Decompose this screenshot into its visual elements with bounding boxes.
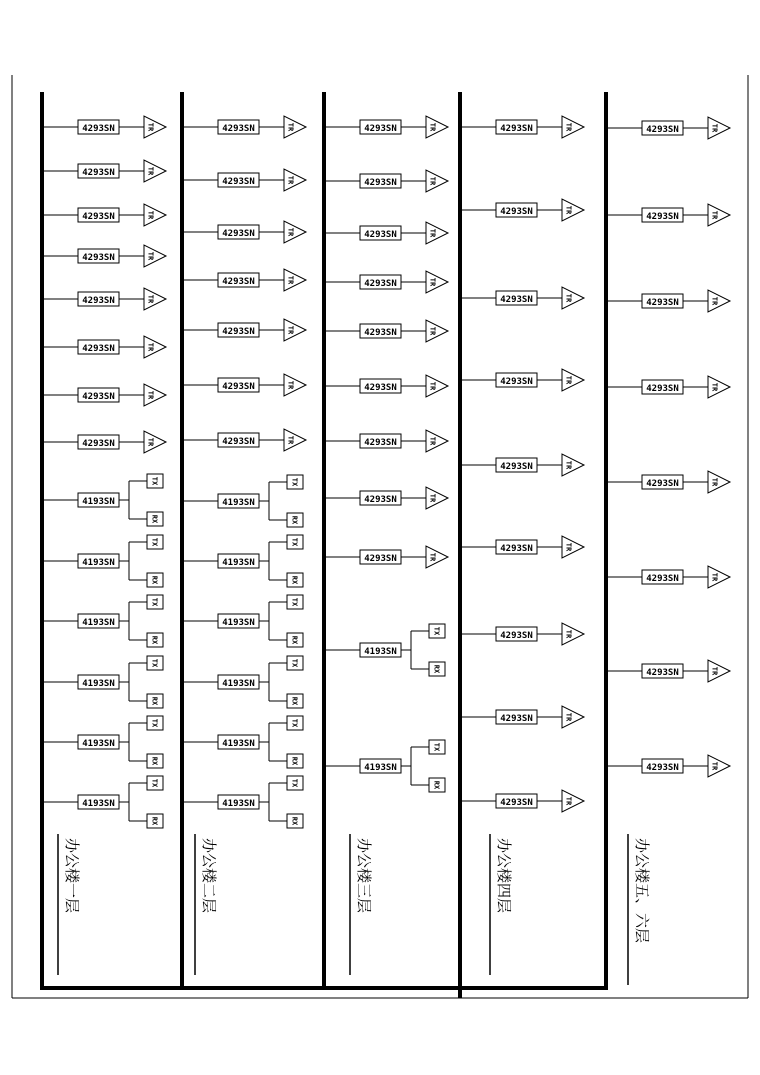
module-label: 4293SN	[82, 253, 115, 263]
module-label: 4293SN	[364, 438, 397, 448]
module-label: 4293SN	[500, 124, 533, 134]
rx-port-label: RX	[290, 515, 299, 525]
tr-port-label: TR	[428, 326, 437, 336]
tr-port-label: TR	[710, 210, 719, 220]
tr-unit	[606, 204, 730, 226]
tr-unit	[606, 660, 730, 682]
module-label: 4293SN	[82, 296, 115, 306]
module-label: 4293SN	[500, 295, 533, 305]
tr-port-label: TR	[146, 251, 155, 261]
module-label: 4193SN	[82, 558, 115, 568]
floor-3-units	[324, 116, 448, 792]
module-label: 4293SN	[222, 437, 255, 447]
tr-unit	[42, 160, 166, 182]
tx-port-label: TX	[290, 537, 299, 547]
floor-label-group	[58, 834, 651, 985]
tr-unit	[460, 790, 584, 812]
tx-port-label: TX	[150, 597, 159, 607]
tx-port-label: TX	[290, 477, 299, 487]
tr-unit	[324, 222, 448, 244]
rx-port-label: RX	[290, 696, 299, 706]
tx-port-label: TX	[150, 537, 159, 547]
tr-port-label: TR	[428, 552, 437, 562]
tx-port-label: TX	[150, 718, 159, 728]
tr-port-label: TR	[428, 122, 437, 132]
module-label: 4293SN	[646, 298, 679, 308]
module-label: 4293SN	[364, 495, 397, 505]
tr-port-label: TR	[428, 493, 437, 503]
floor-label: 办公楼二层	[200, 838, 218, 914]
tr-port-label: TR	[146, 166, 155, 176]
tr-unit	[182, 374, 306, 396]
tr-unit	[324, 546, 448, 568]
trx-unit	[42, 776, 163, 828]
module-label: 4293SN	[646, 763, 679, 773]
tr-port-label: TR	[564, 712, 573, 722]
floor-5-units	[606, 117, 730, 777]
module-label: 4193SN	[222, 558, 255, 568]
rx-port-label: RX	[150, 696, 159, 706]
rx-port-label: RX	[290, 756, 299, 766]
module-label: 4193SN	[82, 618, 115, 628]
module-label: 4293SN	[646, 212, 679, 222]
trx-unit	[42, 595, 163, 647]
tr-port-label: TR	[286, 122, 295, 132]
tr-port-label: TR	[428, 381, 437, 391]
tr-unit	[460, 369, 584, 391]
trx-unit	[42, 716, 163, 768]
module-label: 4293SN	[500, 544, 533, 554]
module-label: 4293SN	[500, 377, 533, 387]
floor-label: 办公楼四层	[495, 838, 513, 914]
tr-port-label: TR	[286, 275, 295, 285]
rx-port-label: RX	[432, 664, 441, 674]
trx-unit	[182, 535, 303, 587]
tr-port-label: TR	[710, 296, 719, 306]
trx-unit	[182, 595, 303, 647]
tr-unit	[460, 116, 584, 138]
tr-port-label: TR	[428, 176, 437, 186]
module-label: 4293SN	[500, 714, 533, 724]
module-label: 4293SN	[82, 212, 115, 222]
module-label: 4293SN	[364, 124, 397, 134]
tx-port-label: TX	[150, 476, 159, 486]
module-label: 4293SN	[222, 229, 255, 239]
module-label: 4293SN	[222, 277, 255, 287]
tr-port-label: TR	[146, 210, 155, 220]
tr-unit	[182, 319, 306, 341]
tr-port-label: TR	[286, 435, 295, 445]
module-label: 4293SN	[222, 177, 255, 187]
tx-port-label: TX	[150, 658, 159, 668]
tr-unit	[606, 566, 730, 588]
trx-unit	[42, 656, 163, 708]
module-label: 4293SN	[646, 384, 679, 394]
tr-unit	[606, 755, 730, 777]
module-label: 4293SN	[82, 168, 115, 178]
trx-unit	[182, 656, 303, 708]
tr-unit	[42, 336, 166, 358]
module-label: 4293SN	[646, 479, 679, 489]
floor-label: 办公楼五、六层	[633, 838, 651, 944]
tr-unit	[460, 199, 584, 221]
unit-group	[42, 116, 730, 828]
module-label: 4293SN	[222, 382, 255, 392]
tx-port-label: TX	[432, 626, 441, 636]
tr-port-label: TR	[286, 227, 295, 237]
module-label: 4193SN	[82, 739, 115, 749]
module-label: 4193SN	[222, 799, 255, 809]
rx-port-label: RX	[432, 780, 441, 790]
tr-unit	[606, 290, 730, 312]
module-label: 4193SN	[82, 799, 115, 809]
rx-port-label: RX	[150, 575, 159, 585]
rx-port-label: RX	[150, 635, 159, 645]
module-label: 4293SN	[222, 124, 255, 134]
tr-port-label: TR	[710, 123, 719, 133]
tr-unit	[324, 375, 448, 397]
tr-port-label: TR	[710, 666, 719, 676]
module-label: 4293SN	[364, 383, 397, 393]
module-label: 4293SN	[364, 279, 397, 289]
tr-unit	[42, 116, 166, 138]
tr-unit	[460, 623, 584, 645]
module-label: 4293SN	[82, 124, 115, 134]
tr-unit	[42, 384, 166, 406]
tr-port-label: TR	[564, 205, 573, 215]
module-label: 4193SN	[82, 679, 115, 689]
tx-port-label: TX	[290, 597, 299, 607]
trx-unit	[324, 740, 445, 792]
tr-port-label: TR	[564, 542, 573, 552]
module-label: 4193SN	[222, 679, 255, 689]
tr-port-label: TR	[710, 382, 719, 392]
tr-unit	[182, 221, 306, 243]
tr-unit	[324, 430, 448, 452]
tr-unit	[460, 536, 584, 558]
tr-port-label: TR	[564, 293, 573, 303]
module-label: 4293SN	[222, 327, 255, 337]
rx-port-label: RX	[150, 756, 159, 766]
tr-unit	[606, 376, 730, 398]
tx-port-label: TX	[290, 658, 299, 668]
module-label: 4293SN	[364, 554, 397, 564]
module-label: 4293SN	[500, 631, 533, 641]
module-label: 4293SN	[500, 798, 533, 808]
tr-port-label: TR	[710, 761, 719, 771]
tr-port-label: TR	[428, 277, 437, 287]
tr-port-label: TR	[146, 294, 155, 304]
module-label: 4293SN	[646, 668, 679, 678]
tr-port-label: TR	[286, 175, 295, 185]
module-label: 4293SN	[82, 392, 115, 402]
tr-unit	[42, 204, 166, 226]
tr-port-label: TR	[564, 460, 573, 470]
tr-unit	[42, 431, 166, 453]
tr-unit	[324, 170, 448, 192]
rx-port-label: RX	[290, 575, 299, 585]
module-label: 4293SN	[500, 207, 533, 217]
tr-unit	[324, 487, 448, 509]
tr-port-label: TR	[146, 390, 155, 400]
floor-label: 办公楼三层	[355, 838, 373, 914]
module-label: 4293SN	[500, 462, 533, 472]
tr-port-label: TR	[428, 228, 437, 238]
tr-unit	[460, 706, 584, 728]
tr-port-label: TR	[710, 477, 719, 487]
tr-port-label: TR	[286, 325, 295, 335]
tr-port-label: TR	[146, 342, 155, 352]
tr-unit	[324, 320, 448, 342]
trx-unit	[182, 716, 303, 768]
tr-port-label: TR	[564, 375, 573, 385]
rx-port-label: RX	[290, 816, 299, 826]
module-label: 4293SN	[646, 574, 679, 584]
tr-unit	[182, 429, 306, 451]
rx-port-label: RX	[150, 816, 159, 826]
module-label: 4193SN	[364, 763, 397, 773]
module-label: 4293SN	[364, 178, 397, 188]
tx-port-label: TX	[432, 742, 441, 752]
tr-port-label: TR	[564, 629, 573, 639]
trx-unit	[324, 624, 445, 676]
module-label: 4193SN	[364, 647, 397, 657]
tr-port-label: TR	[286, 380, 295, 390]
module-label: 4193SN	[222, 498, 255, 508]
module-label: 4293SN	[364, 230, 397, 240]
module-label: 4293SN	[364, 328, 397, 338]
module-label: 4293SN	[82, 439, 115, 449]
module-label: 4293SN	[646, 125, 679, 135]
trx-unit	[42, 535, 163, 587]
tr-unit	[42, 245, 166, 267]
tr-unit	[460, 454, 584, 476]
tr-unit	[460, 287, 584, 309]
floor-2-units	[182, 116, 306, 828]
tx-port-label: TX	[150, 778, 159, 788]
module-label: 4193SN	[82, 497, 115, 507]
floor-1-units	[42, 116, 166, 828]
tx-port-label: TX	[290, 718, 299, 728]
trx-unit	[42, 474, 163, 526]
rx-port-label: RX	[290, 635, 299, 645]
tr-port-label: TR	[146, 437, 155, 447]
tr-unit	[324, 116, 448, 138]
rx-port-label: RX	[150, 514, 159, 524]
tr-unit	[182, 169, 306, 191]
floor-label: 办公楼一层	[63, 838, 81, 914]
module-label: 4193SN	[222, 618, 255, 628]
tr-unit	[324, 271, 448, 293]
tr-unit	[42, 288, 166, 310]
trx-unit	[182, 475, 303, 527]
tr-unit	[606, 117, 730, 139]
tr-unit	[182, 269, 306, 291]
tr-port-label: TR	[564, 796, 573, 806]
tr-port-label: TR	[146, 122, 155, 132]
tx-port-label: TX	[290, 778, 299, 788]
module-label: 4293SN	[82, 344, 115, 354]
tr-port-label: TR	[428, 436, 437, 446]
module-label: 4193SN	[222, 739, 255, 749]
floor-4-units	[460, 116, 584, 812]
tr-port-label: TR	[710, 572, 719, 582]
tr-unit	[182, 116, 306, 138]
tr-unit	[606, 471, 730, 493]
tr-port-label: TR	[564, 122, 573, 132]
trx-unit	[182, 776, 303, 828]
